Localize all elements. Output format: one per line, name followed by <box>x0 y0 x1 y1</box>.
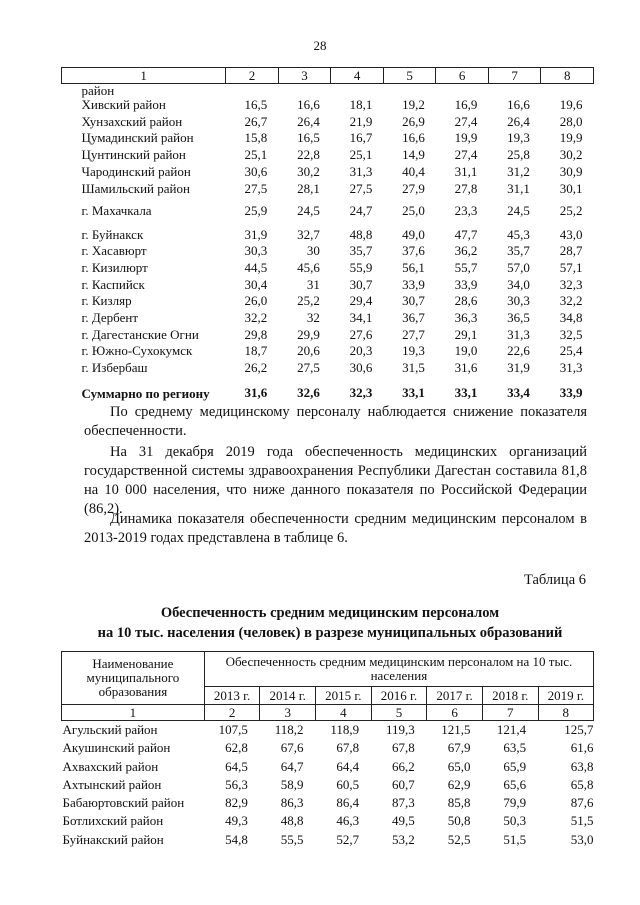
table-row <box>62 277 594 294</box>
cell-value: 40,4 <box>402 163 425 179</box>
table-6 <box>61 651 594 849</box>
cell-value: 36,3 <box>454 310 478 326</box>
cell-value: 28,7 <box>559 243 583 259</box>
cell-value: 29,1 <box>454 326 478 342</box>
cell-value: 34,1 <box>349 310 373 326</box>
cell-value: 36,2 <box>454 243 478 259</box>
table-row <box>62 831 594 849</box>
cell-value: 87,6 <box>570 795 594 811</box>
cell-value: 22,6 <box>507 343 530 359</box>
row-name: Шамильский район <box>81 180 190 196</box>
cell-value: 121,4 <box>496 722 527 737</box>
cell-value: 55,9 <box>349 259 373 275</box>
cell-value: 51,5 <box>570 813 594 829</box>
cell-value: 31 <box>306 276 320 292</box>
cell-value: 29,8 <box>244 326 268 342</box>
cell-value: 31,1 <box>454 163 478 179</box>
cell-value: 32 <box>306 310 320 326</box>
cell-value: 52,5 <box>447 831 471 847</box>
cell-value: 46,3 <box>336 813 360 829</box>
cell-value: 21,9 <box>349 113 373 129</box>
cell-value: 14,9 <box>402 147 425 163</box>
table-body <box>62 721 594 850</box>
number-cell: 8 <box>538 705 593 721</box>
cell-value: 29,4 <box>349 293 373 309</box>
cell-value: 26,7 <box>244 113 268 129</box>
table-header-row <box>62 652 594 687</box>
cell-value: 57,0 <box>507 259 530 275</box>
cell-value: 64,4 <box>336 758 360 774</box>
row-name: г. Кизилюрт <box>81 259 148 275</box>
table-row <box>62 327 594 344</box>
table-title-line: на 10 тыс. населения (человек) в разрезе муниципальных образований <box>97 625 563 641</box>
cell-value: 36,5 <box>507 310 530 326</box>
cell-value: 26,4 <box>507 113 530 129</box>
cell-value: 16,6 <box>507 97 530 112</box>
cell-value: 24,5 <box>507 202 530 218</box>
row-name: г. Каспийск <box>81 276 145 292</box>
cell-value: 60,7 <box>392 776 415 792</box>
table-row <box>62 97 594 114</box>
number-cell: 7 <box>482 705 538 721</box>
cell-value: 16,7 <box>349 130 373 146</box>
cell-value: 33,9 <box>454 276 478 292</box>
row-name: г. Дербент <box>81 310 139 326</box>
cell-value: 32,7 <box>297 226 320 242</box>
cell-value: 31,9 <box>507 360 530 376</box>
paragraph: По среднему медицинскому персоналу наблюдается снижение показателя обеспеченности. <box>84 404 587 439</box>
cell-value: 65,8 <box>570 776 594 792</box>
cell-value: 19,9 <box>454 130 478 146</box>
cell-value: 19,9 <box>559 130 583 146</box>
cell-value: 25,4 <box>559 343 583 359</box>
cell-value: 31,5 <box>402 360 425 376</box>
table-row <box>62 812 594 830</box>
cell-value: 82,9 <box>225 795 248 811</box>
cell-value: 53,0 <box>570 831 594 847</box>
year-cell: 2016 г. <box>371 687 427 705</box>
cell-value: 20,3 <box>349 343 373 359</box>
row-name: Чародинский район <box>81 163 191 179</box>
cell-value: 50,8 <box>447 813 471 829</box>
cell-value: 27,9 <box>402 180 425 196</box>
cell-value: 35,7 <box>507 243 530 259</box>
cell-value: 67,6 <box>280 740 304 756</box>
cell-value: 25,1 <box>349 147 373 163</box>
cell-value: 64,7 <box>280 758 304 774</box>
header-cell: 6 <box>436 68 489 84</box>
cell-value: 31,1 <box>507 180 530 196</box>
cell-value: 65,0 <box>447 758 471 774</box>
row-name: Ахтынский район <box>62 776 162 792</box>
cell-value: 49,3 <box>225 813 248 829</box>
cell-value: 27,4 <box>454 113 478 129</box>
cell-value: 118,2 <box>274 722 304 737</box>
table-header-row <box>62 68 594 84</box>
cell-value: 86,4 <box>336 795 360 811</box>
total-value: 33,9 <box>559 385 583 401</box>
row-name: Агульский район <box>62 722 158 737</box>
cell-value: 34,0 <box>507 276 530 292</box>
cell-value: 30,6 <box>244 163 268 179</box>
header-cell: 7 <box>488 68 541 84</box>
row-name: г. Буйнакск <box>81 226 144 242</box>
table-row <box>62 243 594 260</box>
cell-value: 45,3 <box>507 226 530 242</box>
cell-value: 67,8 <box>392 740 415 756</box>
cell-value: 27,5 <box>297 360 320 376</box>
paragraph: На 31 декабря 2019 года обеспеченность медицинских организаций государственной системы здравоохранения Республики Дагестан составила 81,8 на 10 000 населения, что ниже данного показателя по Российской Федерации (86,2). <box>84 444 587 517</box>
cell-value: 49,5 <box>392 813 415 829</box>
cell-value: 107,5 <box>218 722 248 737</box>
cell-value: 26,0 <box>244 293 268 309</box>
cell-value: 31,6 <box>454 360 478 376</box>
cell-value: 16,9 <box>454 97 478 112</box>
cell-value: 121,5 <box>441 722 471 737</box>
table-row <box>62 360 594 377</box>
number-cell: 2 <box>204 705 260 721</box>
cell-value: 48,8 <box>349 226 373 242</box>
cell-value: 25,0 <box>402 202 425 218</box>
cell-value: 23,3 <box>454 202 478 218</box>
row-name: Буйнакский район <box>62 831 164 847</box>
cell-value: 25,9 <box>244 202 268 218</box>
cell-value: 19,2 <box>402 97 425 112</box>
table-title-line: Обеспеченность средним медицинским персоналом <box>160 605 500 621</box>
cell-value: 65,9 <box>503 758 527 774</box>
cell-value: 48,8 <box>280 813 304 829</box>
cell-value: 86,3 <box>280 795 304 811</box>
cell-value: 30 <box>306 243 320 259</box>
number-cell: 3 <box>260 705 316 721</box>
row-name: г. Махачкала <box>81 202 152 218</box>
total-value: 33,1 <box>454 385 478 401</box>
total-label: Суммарно по региону <box>81 386 210 402</box>
cell-value: 60,5 <box>336 776 360 792</box>
row-name: г. Кизляр <box>81 293 132 309</box>
table-row <box>62 164 594 181</box>
table-label: Таблица 6 <box>523 572 586 588</box>
cell-value: 85,8 <box>447 795 471 811</box>
row-name: Хивский район <box>81 97 166 112</box>
header-cell: 3 <box>278 68 331 84</box>
total-value: 32,3 <box>349 385 373 401</box>
cell-value: 66,2 <box>392 758 415 774</box>
cell-value: 37,6 <box>402 243 425 259</box>
cell-value: 30,6 <box>349 360 373 376</box>
year-cell: 2019 г. <box>538 687 593 705</box>
cell-value: 45,6 <box>297 259 320 275</box>
cell-value: 79,9 <box>503 795 527 811</box>
cell-value: 56,3 <box>225 776 248 792</box>
table-continuation <box>61 67 594 411</box>
table-row <box>62 739 594 757</box>
cell-value: 52,7 <box>336 831 360 847</box>
cell-value: 57,1 <box>559 259 583 275</box>
cell-value: 30,3 <box>244 243 268 259</box>
cell-value: 16,5 <box>297 130 320 146</box>
cell-value: 25,2 <box>559 202 583 218</box>
cell-value: 56,1 <box>402 259 425 275</box>
cell-value: 87,3 <box>392 795 415 811</box>
cell-value: 27,6 <box>349 326 373 342</box>
cell-value: 30,7 <box>402 293 425 309</box>
cell-value: 31,2 <box>507 163 530 179</box>
cell-value: 33,9 <box>402 276 425 292</box>
cell-value: 30,4 <box>244 276 268 292</box>
table-row <box>62 219 594 243</box>
cell-value: 31,3 <box>559 360 583 376</box>
cell-value: 55,7 <box>454 259 478 275</box>
cell-value: 25,8 <box>507 147 530 163</box>
cell-value: 20,6 <box>297 343 320 359</box>
col0-header: Наименование муниципального образования <box>62 652 205 705</box>
paragraph: Динамика показателя обеспеченности средним медицинским персоналом в 2013-2019 годах представлена в таблице 6. <box>84 511 587 546</box>
cell-value: 32,3 <box>559 276 583 292</box>
table-row <box>62 758 594 776</box>
number-cell: 1 <box>62 705 205 721</box>
number-cell: 4 <box>316 705 372 721</box>
cell-value: 65,6 <box>503 776 527 792</box>
table-row <box>62 147 594 164</box>
cell-value: 63,8 <box>570 758 594 774</box>
table-row <box>62 197 594 219</box>
cell-value: 47,7 <box>454 226 478 242</box>
cell-value: 28,0 <box>559 113 583 129</box>
cell-value: 27,5 <box>244 180 268 196</box>
header-cell: 2 <box>226 68 279 84</box>
row-name: Акушинский район <box>62 740 171 756</box>
cell-value: 27,5 <box>349 180 373 196</box>
cell-value: 18,1 <box>349 97 373 112</box>
table-row <box>62 181 594 198</box>
cell-value: 29,9 <box>297 326 320 342</box>
cell-value: 19,3 <box>402 343 425 359</box>
header-cell: 1 <box>62 68 226 84</box>
cell-value: 16,5 <box>244 97 268 112</box>
total-value: 32,6 <box>297 385 320 401</box>
cell-value: 25,1 <box>244 147 268 163</box>
page-number: 28 <box>313 38 327 53</box>
cell-value: 32,2 <box>559 293 583 309</box>
cell-value: 30,9 <box>559 163 583 179</box>
table-row <box>62 84 594 98</box>
cell-value: 58,9 <box>280 776 304 792</box>
cell-value: 35,7 <box>349 243 373 259</box>
row-name: г. Избербаш <box>81 360 148 376</box>
cell-value: 27,4 <box>454 147 478 163</box>
cell-value: 24,5 <box>297 202 320 218</box>
cell-value: 67,9 <box>447 740 471 756</box>
year-cell: 2018 г. <box>482 687 538 705</box>
row-name: Бабаюртовский район <box>62 795 185 811</box>
table-title <box>60 603 600 643</box>
row-name: район <box>81 83 115 98</box>
year-cell: 2017 г. <box>427 687 483 705</box>
cell-value: 19,0 <box>454 343 478 359</box>
cell-value: 15,8 <box>244 130 268 146</box>
cell-value: 32,2 <box>244 310 268 326</box>
cell-value: 55,5 <box>280 831 304 847</box>
cell-value: 62,8 <box>225 740 248 756</box>
cell-value: 19,6 <box>559 97 583 112</box>
header-cell: 5 <box>383 68 436 84</box>
cell-value: 32,5 <box>559 326 583 342</box>
row-name: г. Хасавюрт <box>81 243 147 259</box>
row-name: Ахвахский район <box>62 758 159 774</box>
header-cell: 4 <box>331 68 384 84</box>
total-value: 33,4 <box>507 385 530 401</box>
cell-value: 27,8 <box>454 180 478 196</box>
cell-value: 119,3 <box>386 722 415 737</box>
total-value: 31,6 <box>244 385 268 401</box>
cell-value: 31,9 <box>244 226 268 242</box>
cell-value: 36,7 <box>402 310 425 326</box>
cell-value: 26,9 <box>402 113 425 129</box>
cell-value: 16,6 <box>297 97 320 112</box>
table-row <box>62 130 594 147</box>
cell-value: 118,9 <box>330 722 360 737</box>
row-name: Цумадинский район <box>81 130 194 146</box>
cell-value: 16,6 <box>402 130 425 146</box>
table-row <box>62 293 594 310</box>
row-name: г. Дагестанские Огни <box>81 326 199 342</box>
row-name: Ботлихский район <box>62 813 164 829</box>
cell-value: 30,2 <box>559 147 583 163</box>
table-row <box>62 721 594 740</box>
number-cell: 6 <box>427 705 483 721</box>
cell-value: 53,2 <box>392 831 415 847</box>
table-row <box>62 776 594 794</box>
cell-value: 30,3 <box>507 293 530 309</box>
header-cell: 8 <box>541 68 594 84</box>
year-cell: 2014 г. <box>260 687 316 705</box>
cell-value: 49,0 <box>402 226 425 242</box>
cell-value: 61,6 <box>570 740 594 756</box>
cell-value: 28,6 <box>454 293 478 309</box>
cell-value: 125,7 <box>564 722 594 737</box>
cell-value: 22,8 <box>297 147 320 163</box>
table-row <box>62 260 594 277</box>
cell-value: 26,4 <box>297 113 320 129</box>
table-body <box>62 97 594 377</box>
cell-value: 64,5 <box>225 758 248 774</box>
cell-value: 44,5 <box>244 259 268 275</box>
cell-value: 50,3 <box>503 813 527 829</box>
group-header: Обеспеченность средним медицинским персоналом на 10 тыс. населения <box>204 652 593 687</box>
cell-value: 31,3 <box>507 326 530 342</box>
cell-value: 19,3 <box>507 130 530 146</box>
year-cell: 2013 г. <box>204 687 260 705</box>
table-row <box>62 794 594 812</box>
table-row <box>62 343 594 360</box>
cell-value: 54,8 <box>225 831 248 847</box>
total-value: 33,1 <box>402 385 425 401</box>
year-cell: 2015 г. <box>316 687 372 705</box>
cell-value: 27,7 <box>402 326 425 342</box>
cell-value: 30,1 <box>559 180 583 196</box>
cell-value: 26,2 <box>244 360 268 376</box>
numbers-row <box>62 705 594 721</box>
cell-value: 43,0 <box>559 226 583 242</box>
table-row <box>62 310 594 327</box>
cell-value: 18,7 <box>244 343 268 359</box>
cell-value: 30,7 <box>349 276 373 292</box>
row-name: Хунзахский район <box>81 113 183 129</box>
number-cell: 5 <box>371 705 427 721</box>
table-row <box>62 114 594 131</box>
cell-value: 28,1 <box>297 180 320 196</box>
row-name: Цунтинский район <box>81 147 186 163</box>
cell-value: 67,8 <box>336 740 360 756</box>
cell-value: 31,3 <box>349 163 373 179</box>
cell-value: 25,2 <box>297 293 320 309</box>
cell-value: 63,5 <box>503 740 527 756</box>
cell-value: 30,2 <box>297 163 320 179</box>
row-name: г. Южно-Сухокумск <box>81 343 193 359</box>
cell-value: 51,5 <box>503 831 527 847</box>
cell-value: 62,9 <box>447 776 471 792</box>
cell-value: 24,7 <box>349 202 373 218</box>
cell-value: 34,8 <box>559 310 583 326</box>
